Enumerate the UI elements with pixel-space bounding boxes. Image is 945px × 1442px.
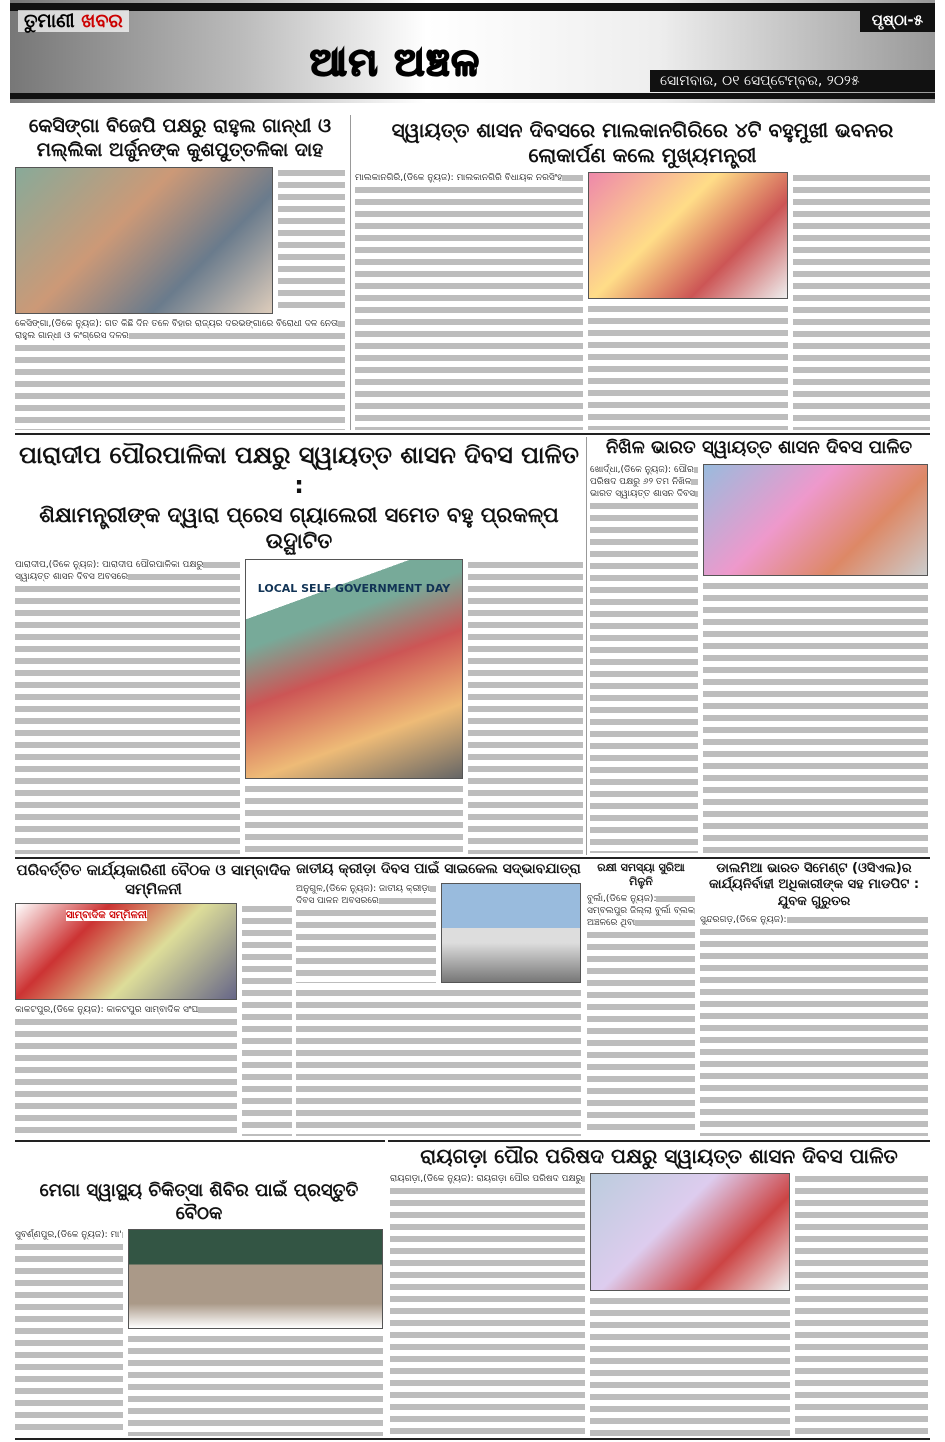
article-kesinga <box>15 115 345 430</box>
article-press-meet <box>15 861 292 1136</box>
newspaper-logo <box>18 10 129 32</box>
article-body <box>590 1295 790 1436</box>
article-body-cycle <box>296 883 436 983</box>
column-divider <box>350 115 351 430</box>
photo-inauguration <box>588 172 788 299</box>
article-body-dalmia <box>700 914 928 1136</box>
issue-date: ସୋମବାର, ୦୧ ସେପ୍ଟେମ୍ବର, ୨୦୨୫ <box>650 70 935 92</box>
logo-text-1: ତୁମାଣୀ <box>24 10 75 32</box>
article-body-health <box>15 1229 123 1436</box>
photo-meeting <box>128 1229 383 1329</box>
section-title: ଆମ ଅଞ୍ଚଳ <box>310 40 481 84</box>
article-paradip <box>15 440 583 854</box>
headline-paradip: ପାରାଦୀପ ପୌରପାଳିକା ପକ୍ଷରୁ ସ୍ୱାୟତ୍ତ ଶାସନ ଦିବସ ପାଳିତ : <box>19 441 579 499</box>
article-body-rayagada <box>390 1173 585 1436</box>
article-body <box>242 903 292 1137</box>
photo-rayagada-event <box>590 1173 790 1291</box>
column-divider <box>586 437 587 855</box>
headline-cycle-rally: ଜାତୀୟ କ୍ରୀଡ଼ା ଦିବସ ପାଇଁ ସାଇକେଲ ସଦ୍ଭାବଯାତ୍ରା <box>296 861 581 877</box>
top-rule <box>10 3 935 11</box>
article-body <box>795 1173 928 1436</box>
article-body-security <box>587 893 695 1137</box>
article-body <box>588 303 788 430</box>
article-health-camp <box>15 1180 383 1436</box>
article-body-nikhil <box>590 464 698 854</box>
article-lead: ମାଲକାନଗିରି,(ଡିକେ ନ୍ୟୁଜ): ମାଲକାନଗିରି ବିଧାୟକ ନରସିଂହ <box>355 173 563 183</box>
article-body <box>278 167 345 314</box>
bottom-rule <box>10 93 935 99</box>
article-lead: ବୁର୍ଲା,(ଡିକେ ନ୍ୟୁଜ): ସମ୍ବଲପୁର ଜିଲ୍ଲା ବୁର୍ଲା ବ୍ଲକ ଅଞ୍ଚଳରେ ଥିବା <box>587 893 695 928</box>
article-body <box>128 1333 383 1436</box>
photo-press-meet <box>15 903 237 1000</box>
headline-malkangiri: ସ୍ୱାୟତ୍ତ ଶାସନ ଦିବସରେ ମାଲକାନଗିରିରେ ୪ଟି ବହୁମୁଖୀ ଭବନର ଲୋକାର୍ପଣ କଲେ ମୁଖ୍ୟମନ୍ତ୍ରୀ <box>391 118 894 167</box>
article-malkangiri <box>355 118 930 430</box>
headline-dalmia: ଡାଲମିଆ ଭାରତ ସିମେଣ୍ଟ (ଓସିଏଲ)ର କାର୍ଯ୍ୟନିର୍ବାହୀ ଅଧିକାରୀଙ୍କ ସହ ମାଡପିଟ : ଯୁବକ ଗୁରୁତର <box>708 861 920 909</box>
article-lead: ଅନୁଗୁଳ,(ଡିକେ ନ୍ୟୁଜ): ଜାତୀୟ କ୍ରୀଡ଼ା ଦିବସ ପାଳନ ଅବସରରେ <box>296 883 431 906</box>
article-dalmia <box>700 861 928 1136</box>
article-cycle-rally <box>296 861 581 1136</box>
article-body <box>296 987 581 1137</box>
article-body-kesinga <box>15 318 345 431</box>
article-rayagada <box>390 1144 928 1436</box>
article-security <box>587 861 695 1136</box>
masthead <box>10 0 935 103</box>
article-body-paradip <box>15 559 240 855</box>
article-body-malkangiri <box>355 172 583 430</box>
article-lead: କେସିଙ୍ଗା,(ଡିକେ ନ୍ୟୁଜ): ଗତ କିଛି ଦିନ ତଳେ ବିହାର ରାଜ୍ୟର ଦରଭଙ୍ଗାରେ ବିରୋଧୀ ଦଳ ନେତା ରାହୁଲ ଗାନ୍ଧୀ ଓ କଂଗ୍ରେସ ଦଳର <box>15 318 339 341</box>
article-lead: କାକଟପୁର,(ଡିକେ ନ୍ୟୁଜ): କାକଟପୁର ସାମ୍ବାଦିକ ସଂଘ <box>15 1004 199 1015</box>
page-bottom-rule <box>15 1438 930 1440</box>
photo-effigy-burning <box>15 167 273 314</box>
photo-paradip-event <box>245 559 463 779</box>
article-body <box>468 559 583 855</box>
headline-rayagada: ରାୟଗଡ଼ା ପୌର ପରିଷଦ ପକ୍ଷରୁ ସ୍ୱାୟତ୍ତ ଶାସନ ଦିବସ ପାଳିତ <box>420 1144 898 1168</box>
article-lead: ଖୋର୍ଦ୍ଧା,(ଡିକେ ନ୍ୟୁଜ): ପୌର ପରିଷଦ ପକ୍ଷରୁ ୬୨ ତମ ନିଖିଳ ଭାରତ ସ୍ୱାୟତ୍ତ ଶାସନ ଦିବସ <box>590 464 695 499</box>
article-lead: ରାୟଗଡ଼ା,(ଡିକେ ନ୍ୟୁଜ): ରାୟଗଡ଼ା ପୌର ପରିଷଦ ପକ୍ଷରୁ <box>390 1174 583 1184</box>
headline-health-camp: ମେଗା ସ୍ୱାସ୍ଥ୍ୟ ଚିକିତ୍ସା ଶିବିର ପାଇଁ ପ୍ରସ୍ତୁତି ବୈଠକ <box>39 1180 359 1224</box>
article-lead: ସୁନ୍ଦରଗଡ଼,(ଡିକେ ନ୍ୟୁଜ): <box>700 914 787 925</box>
section-rule <box>15 433 930 435</box>
section-rule <box>15 1140 385 1142</box>
article-body <box>793 172 930 430</box>
photo-cycle-rally <box>441 883 581 983</box>
subheadline-paradip: ଶିକ୍ଷାମନ୍ତ୍ରୀଙ୍କ ଦ୍ୱାରା ପ୍ରେସ ଗ୍ୟାଲେରୀ ସମେତ ବହୁ ପ୍ରକଳ୍ପ ଉଦ୍ଘାଟିତ <box>39 503 559 554</box>
headline-press-meet: ପରିବର୍ତ୍ତିତ କାର୍ଯ୍ୟକାରିଣୀ ବୈଠକ ଓ ସାମ୍ବାଦିକ ସମ୍ମିଳନୀ <box>16 861 291 898</box>
article-body <box>245 783 463 855</box>
headline-kesinga: କେସିଙ୍ଗା ବିଜେପି ପକ୍ଷରୁ ରାହୁଲ ଗାନ୍ଧୀ ଓ ମଲ୍ଲିକା ଅର୍ଜୁନଙ୍କ କୁଶପୁତ୍ତଳିକା ଦାହ <box>28 115 332 161</box>
section-rule <box>15 857 930 859</box>
banner-text: ସାମ୍ବାଦିକ ସମ୍ମିଳନୀ <box>66 909 147 921</box>
logo-text-2: ଖବର <box>81 10 123 32</box>
headline-security: ରକ୍ଷୀ ସମସ୍ୟା ସୁରିଆ ମିଳୁନି <box>597 861 685 888</box>
photo-felicitation <box>703 464 928 576</box>
article-body-press-meet <box>15 1004 237 1137</box>
section-rule <box>388 1140 930 1142</box>
page-number: ପୃଷ୍ଠା-୫ <box>860 8 935 32</box>
headline-nikhil-bharat: ନିଖିଳ ଭାରତ ସ୍ୱାୟତ୍ତ ଶାସନ ଦିବସ ପାଳିତ <box>605 437 913 458</box>
article-lead: ପାରାଦୀପ,(ଡିକେ ନ୍ୟୁଜ): ପାରାଦୀପ ପୌରପାଳିକା ପକ୍ଷରୁ ସ୍ୱାୟତ୍ତ ଶାସନ ଦିବସ ଅବସରେ <box>15 559 204 582</box>
article-body <box>703 580 928 854</box>
banner-text: LOCAL SELF GOVERNMENT DAY <box>257 581 451 595</box>
article-nikhil-bharat <box>590 437 928 853</box>
article-lead: ସୁବର୍ଣ୍ଣପୁର,(ଡିକେ ନ୍ୟୁଜ): ମା' <box>15 1230 122 1240</box>
